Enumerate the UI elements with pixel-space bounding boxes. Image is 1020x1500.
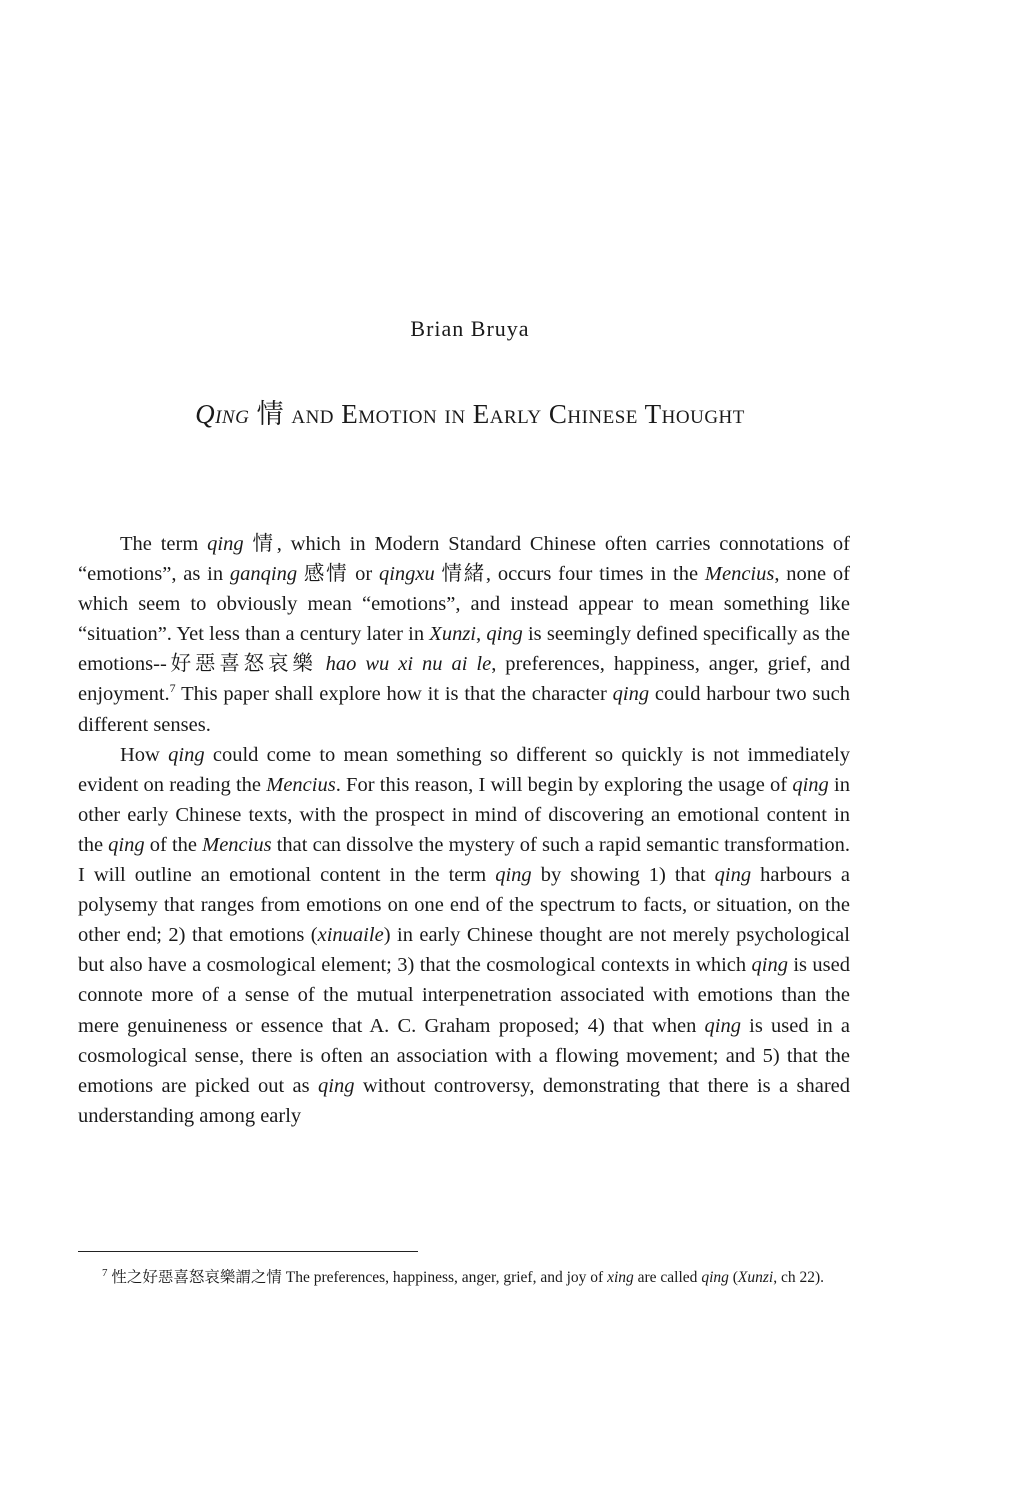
text-run: of the (144, 833, 203, 856)
text-run: ( (728, 1269, 738, 1286)
title-chinese-character: 情 (256, 399, 285, 429)
text-run: 情, which in Modern Standard Chinese often carries connotations of “emotions”, as in (78, 533, 850, 586)
italic-term: xing (607, 1269, 634, 1286)
italic-term: qing (495, 864, 532, 887)
text-run: , none of which seem to obviously mean “emotions”, and instead appear to mean something like “situation”. Yet less than a century later in (78, 563, 850, 646)
italic-term: qing (714, 864, 752, 887)
italic-term: qing (486, 623, 523, 646)
text-run: , ch 22). (773, 1269, 825, 1286)
italic-term: Xunzi (737, 1269, 774, 1286)
paragraph-1 (78, 529, 850, 740)
title-rest: and Emotion in Early Chinese Thought (291, 399, 745, 429)
text-run: The term (120, 533, 208, 555)
text-run: 情緒, occurs four times in the (434, 563, 705, 586)
italic-term: Mencius (202, 833, 272, 856)
italic-term: Mencius (266, 773, 336, 796)
footnote-7 (78, 1266, 850, 1290)
text-run: . For this reason, I will begin by exploring the usage of (335, 773, 793, 796)
italic-term: qing (792, 773, 829, 796)
italic-term: hao wu xi nu ai le (325, 653, 492, 676)
italic-term: qing (704, 1014, 741, 1037)
italic-term: xinuaile (317, 924, 384, 947)
text-run: in other early Chinese texts, with the prospect in mind of discovering an emotional content in the (78, 773, 850, 856)
text-run: could harbour two such different senses. (78, 683, 850, 736)
italic-term: ganqing (229, 563, 298, 586)
text-run: How (120, 743, 169, 766)
footnote-marker: 7 (102, 1266, 108, 1279)
text-run: 感情 or (297, 563, 379, 586)
italic-term: qing (207, 533, 244, 555)
text-run: ) in early Chinese thought are not merely psychological but also have a cosmological element; 3) that the cosmological contexts in which (78, 924, 850, 977)
italic-term: qing (108, 833, 145, 856)
text-run: This paper shall explore how it is that the character (175, 683, 613, 706)
author-name: Brian Bruya (410, 316, 530, 341)
paper-title (0, 392, 940, 431)
footnote-marker: 7 (169, 681, 176, 696)
italic-term: qing (701, 1269, 729, 1286)
italic-term: Mencius (704, 563, 775, 586)
body-text (78, 529, 850, 1131)
italic-term: Xunzi (429, 623, 476, 646)
paragraph-2 (78, 740, 850, 1131)
italic-term: qing (168, 743, 205, 766)
text-run: , preferences, happiness, anger, grief, and enjoyment. (78, 653, 850, 706)
footnote-rule (78, 1251, 418, 1252)
text-run: are called (633, 1269, 702, 1286)
italic-term: qing (318, 1074, 355, 1097)
text-run: that can dissolve the mystery of such a rapid semantic transformation. I will outline an emotional content in the term (78, 833, 850, 887)
text-run: is used connote more of a sense of the mutual interpenetration associated with emotions than the mere genuineness or essence that A. C. Graham proposed; 4) that when (78, 954, 850, 1037)
text-run: without controversy, demonstrating that there is a shared understanding among early (78, 1074, 850, 1127)
text-run: by showing 1) that (531, 864, 715, 887)
text-run: harbours a polysemy that ranges from emotions on one end of the spectrum to facts, or situation, on the other end; 2) that emotions ( (78, 864, 850, 947)
text-run: , (476, 623, 487, 646)
italic-term: qingxu (378, 563, 435, 586)
text-run: is used in a cosmological sense, there is often an association with a flowing movement; and 5) that the emotions are picked out as (78, 1014, 851, 1097)
text-run: is seemingly defined specifically as the emotions--好惡喜怒哀樂 (78, 623, 850, 676)
text-run: could come to mean something so different so quickly is not immediately evident on reading the (78, 743, 850, 796)
text-run: 性之好惡喜怒哀樂謂之情 The preferences, happiness, anger, grief, and joy of (107, 1269, 608, 1286)
footnote (78, 1266, 850, 1290)
italic-term: qing (751, 954, 788, 977)
title-term: Qing (195, 399, 250, 429)
italic-term: qing (612, 683, 650, 706)
